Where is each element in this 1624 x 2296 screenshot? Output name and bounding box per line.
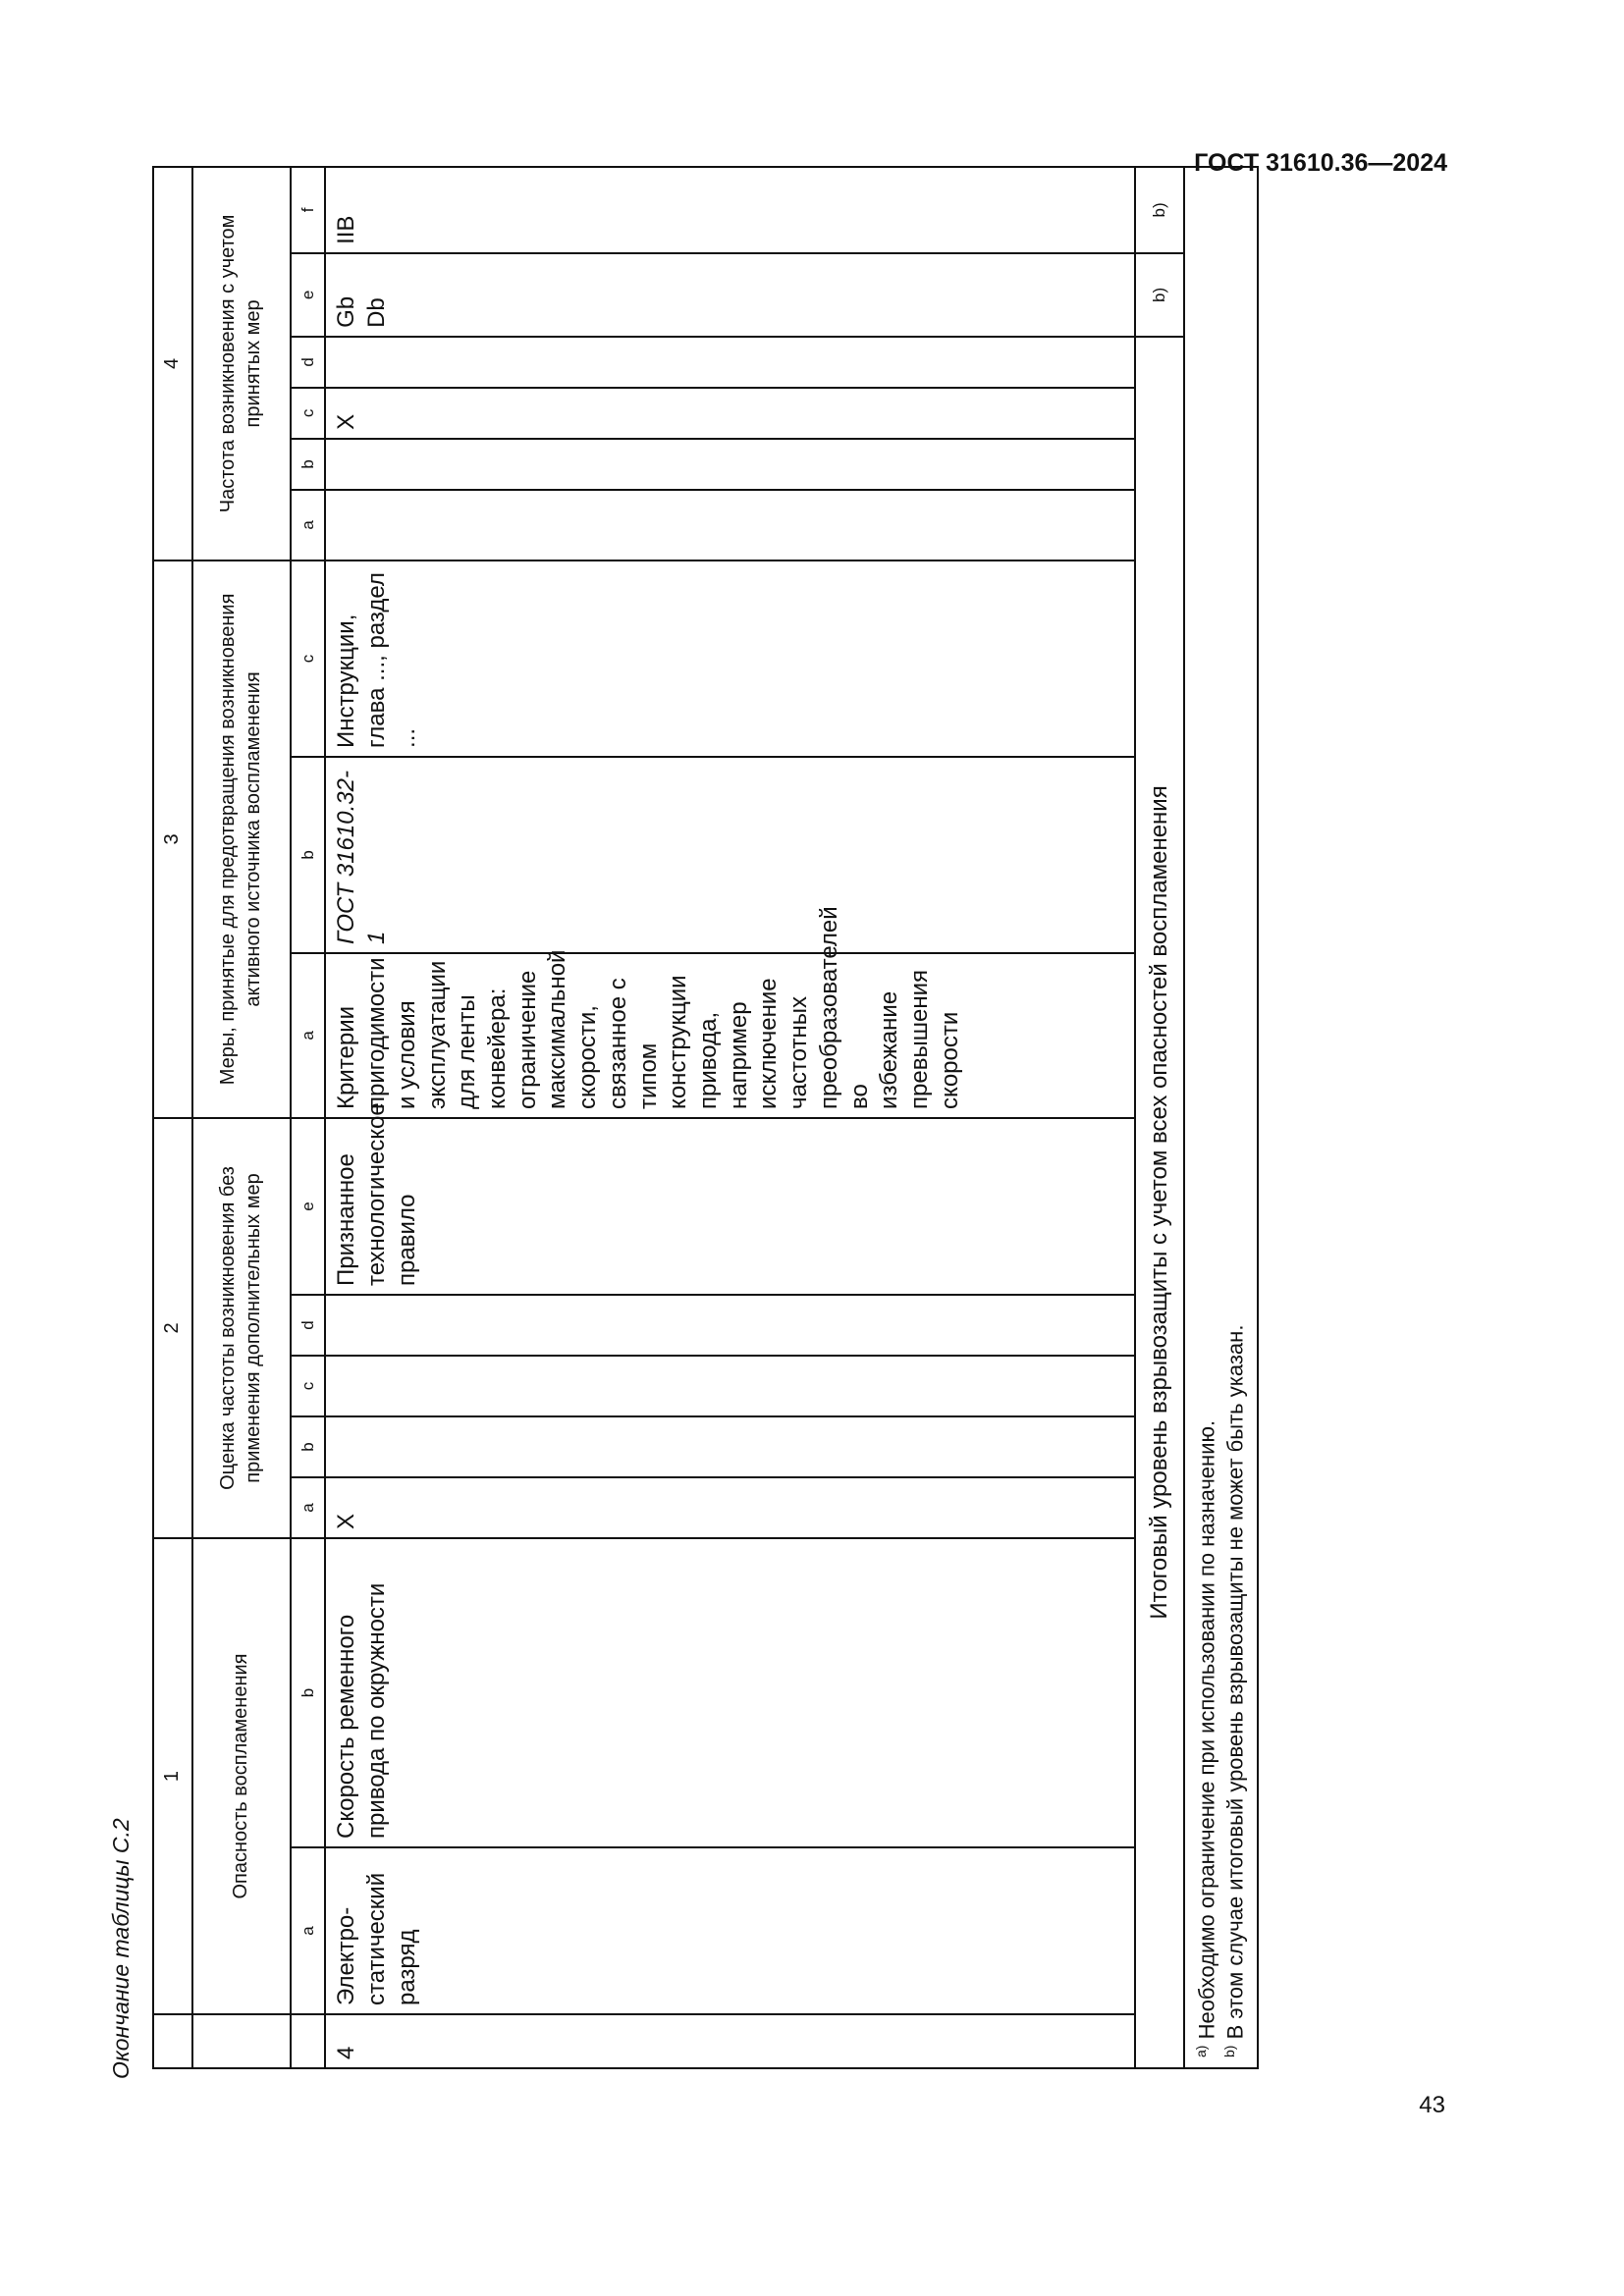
sub-header-2c: c [291,1356,326,1416]
sub-header-4f: f [291,167,326,253]
sub-header-4e: e [291,253,326,337]
header-hazard: Опасность воспламенения [192,1538,291,2014]
sub-header-1a: a [291,1847,326,2014]
hazard-type-cell: Электро-статический разряд [325,1847,1135,2014]
sub-header-4d: d [291,337,326,388]
footnote-b-mark: b) [1220,2045,1237,2057]
freq-without-a-cell: X [325,1477,1135,1538]
sub-header-2a: a [291,1477,326,1538]
freq-without-c-cell [325,1356,1135,1416]
col-number-4: 4 [153,167,192,561]
notes-row [1184,167,1258,2068]
sub-header-2b: b [291,1416,326,1477]
footnote-a-mark: a) [1193,2045,1210,2057]
sub-header-2e: e [291,1118,326,1295]
header-measures: Меры, принятые для предотвращения возникновения активного источника воспламенения [192,561,291,1118]
page-number: 43 [1419,2092,1445,2118]
sub-header-4c: c [291,388,326,439]
final-level-f: b) [1135,167,1184,253]
footnote-a-text: Необходимо ограничение при использовании по назначению. [1194,1419,1219,2040]
sub-header-3c: c [291,561,326,757]
header-freq-with: Частота возникновения с учетом принятых мер [192,167,291,561]
sub-header-3b: b [291,757,326,953]
table-footnotes [1184,167,1258,2068]
freq-with-e-cell: Gb Db [325,253,1135,337]
measures-a-cell: Критерии пригодимости и условия эксплуатации для ленты конвейера: ограничение максимальной скорости, связанное с типом конструкции привода, например исключение частотных преобразователей во избежание превышения скорости [325,953,1135,1118]
measures-c-cell: Инструкции, глава ..., раздел ... [325,561,1135,757]
col-number-3: 3 [153,561,192,1118]
footnote-a [1193,178,1220,2057]
sub-header-2d: d [291,1295,326,1356]
column-number-row [153,167,192,2068]
blank-cell [192,2014,291,2068]
final-level-e: b) [1135,253,1184,337]
footnote-b [1221,178,1249,2057]
sub-header-3a: a [291,953,326,1118]
group-header-row [192,167,291,2068]
table-row [325,167,1135,2068]
measures-b-cell: ГОСТ 31610.32-1 [325,757,1135,953]
blank-cell [291,2014,326,2068]
freq-with-b-cell [325,439,1135,490]
final-level-row [1135,167,1184,2068]
freq-with-d-cell [325,337,1135,388]
row-number: 4 [325,2014,1135,2068]
hazard-description-cell: Скорость ременного привода по окружности [325,1538,1135,1847]
freq-with-a-cell [325,490,1135,561]
col-number-1: 1 [153,1538,192,2014]
sub-header-row [291,167,326,2068]
final-level-label: Итоговый уровень взрывозащиты с учетом всех опасностей воспламенения [1135,337,1184,2068]
freq-with-f-cell: IIB [325,167,1135,253]
continuation-title: Окончание таблицы С.2 [108,1818,134,2079]
col-number-2: 2 [153,1118,192,1538]
sub-header-1b: b [291,1538,326,1847]
blank-cell [153,2014,192,2068]
freq-without-b-cell [325,1416,1135,1477]
footnote-b-text: В этом случае итоговый уровень взрывозащиты не может быть указан. [1222,1324,1248,2040]
standard-code: ГОСТ 31610.36—2024 [1194,149,1447,177]
freq-without-d-cell [325,1295,1135,1356]
hazard-table [152,166,1259,2069]
freq-without-e-cell: Признанное технологическое правило [325,1118,1135,1295]
header-freq-without: Оценка частоты возникновения без применения дополнительных мер [192,1118,291,1538]
freq-with-c-cell: X [325,388,1135,439]
sub-header-4b: b [291,439,326,490]
sub-header-4a: a [291,490,326,561]
